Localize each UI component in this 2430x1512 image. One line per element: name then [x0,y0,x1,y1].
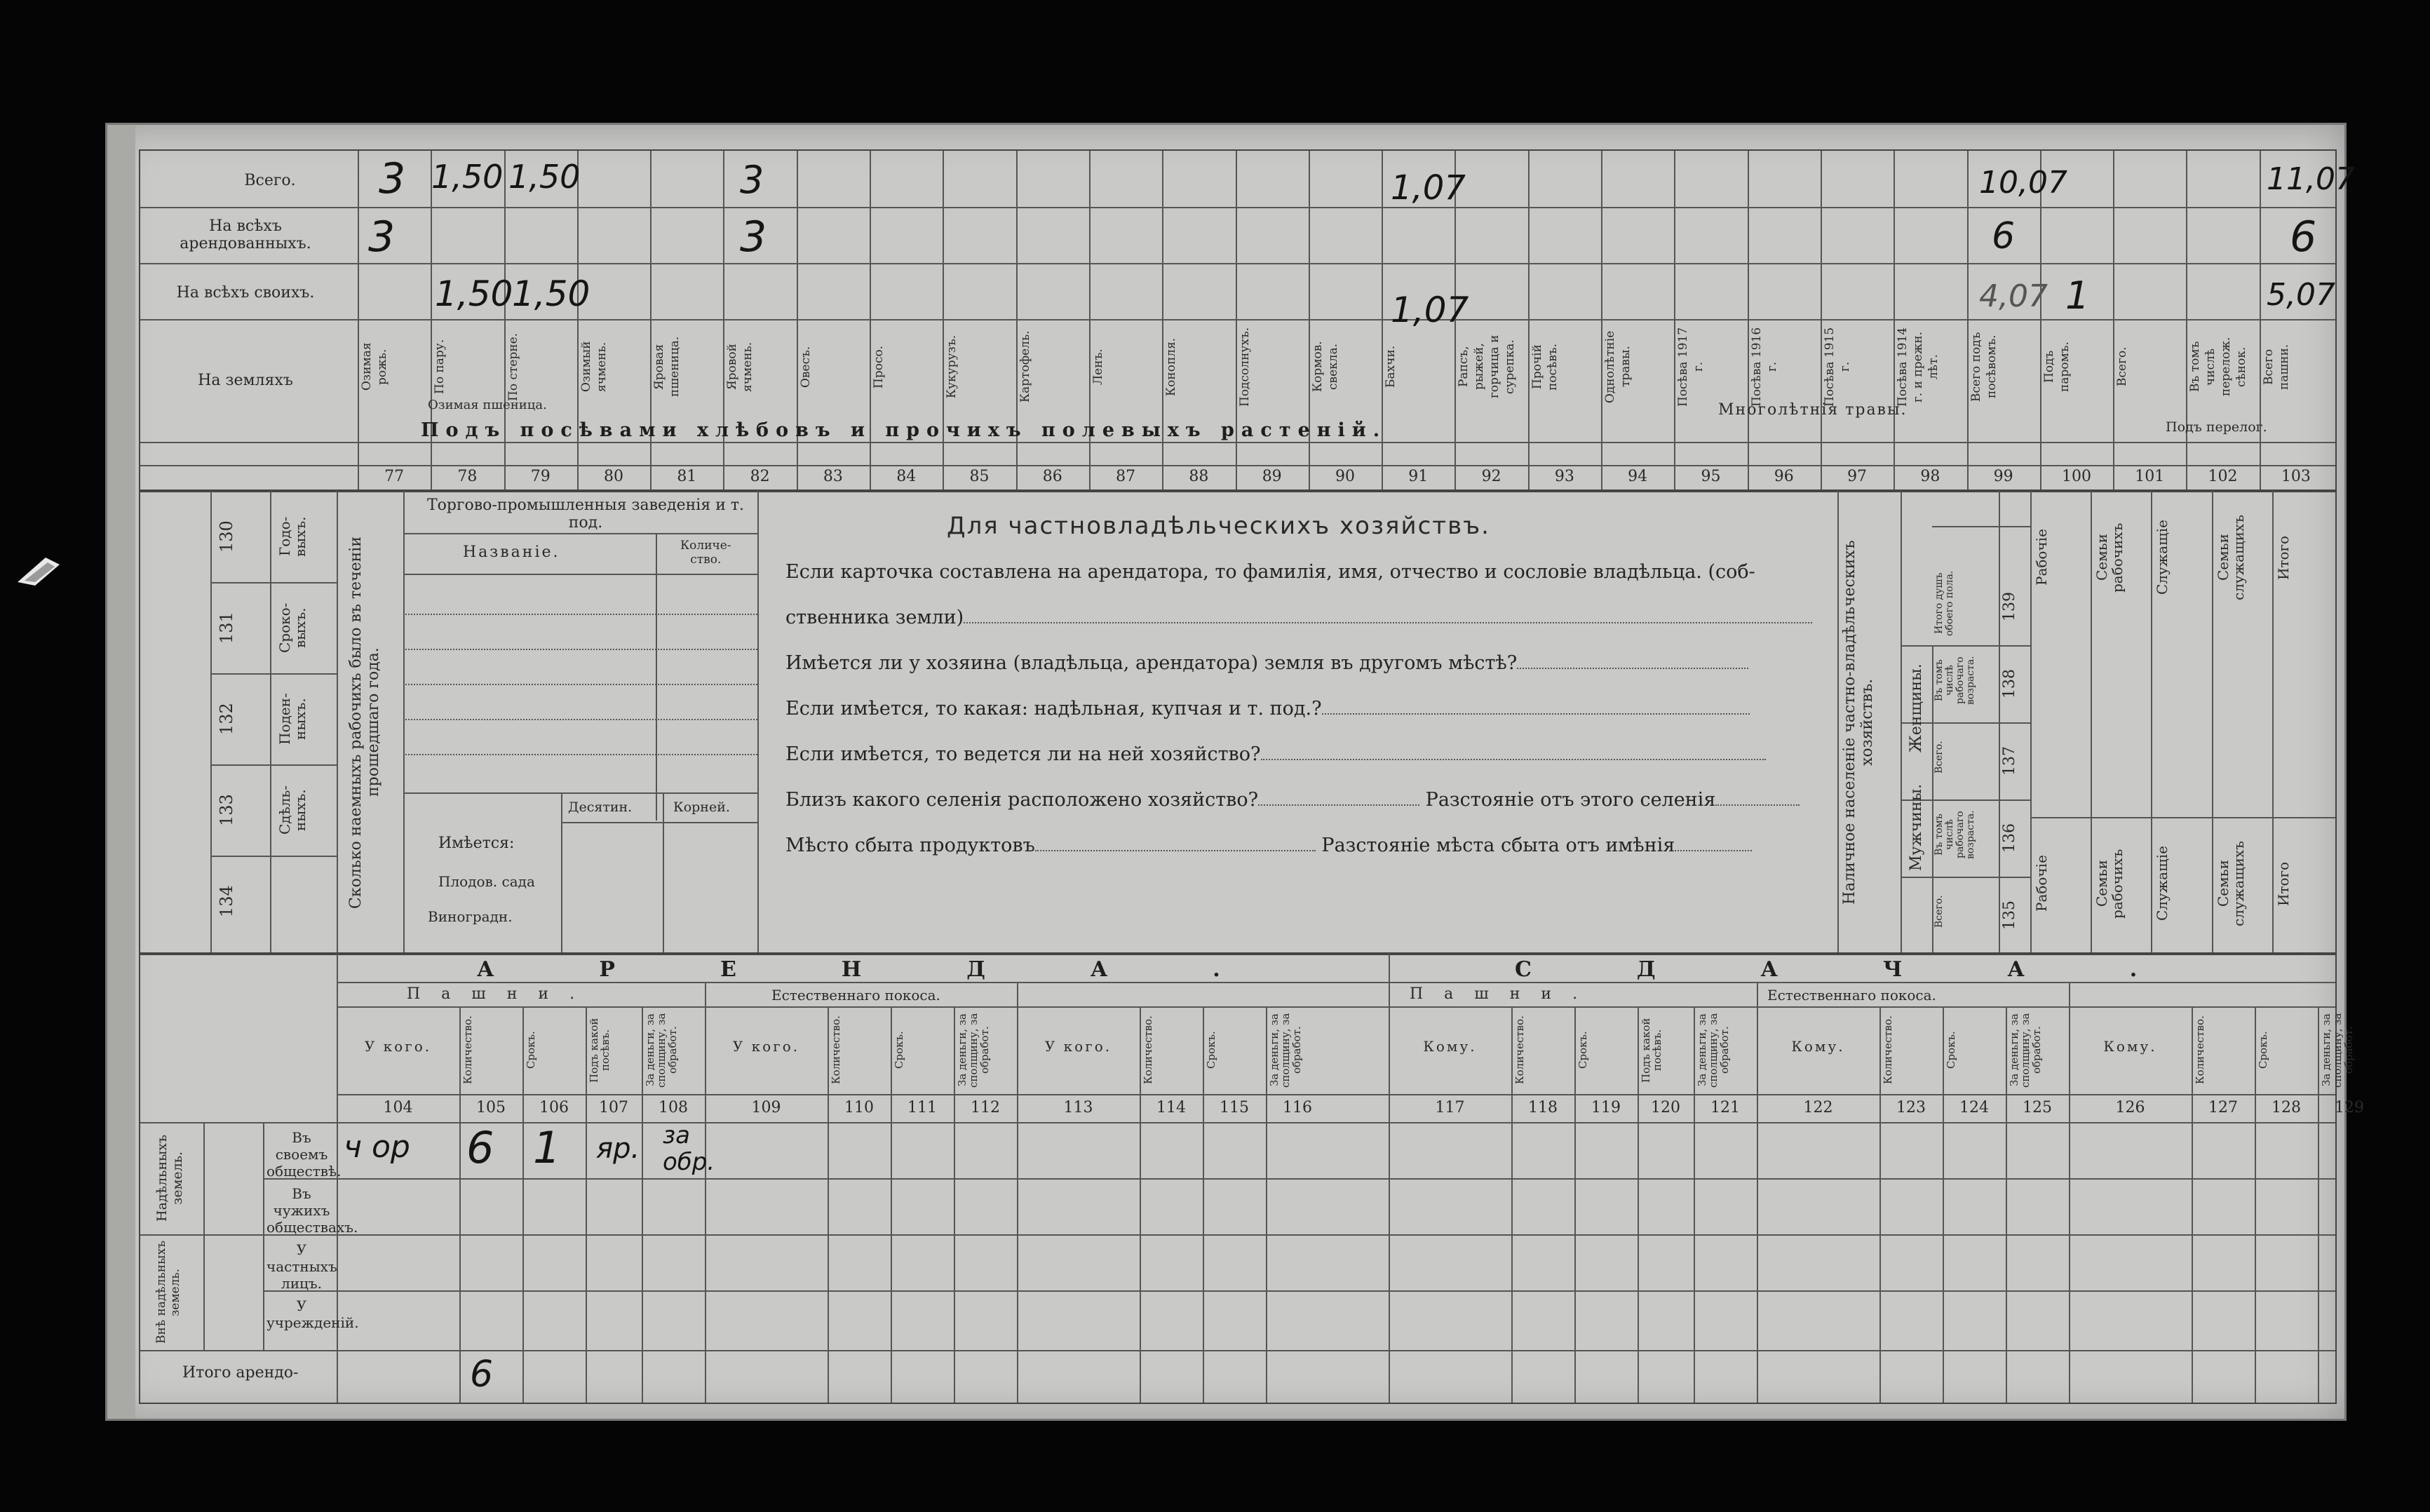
staff-col-header: Итого [2274,535,2292,580]
crop-col-number: 94 [1628,468,1648,485]
lease-table [139,952,2364,1404]
hired-col-label: Сдѣль- ныхъ. [276,785,309,835]
row-other-society: Въ чужихъ обществахъ. [266,1185,358,1236]
population-col-label: Въ томъ числѣ рабочаго возраста. [1933,810,1976,859]
crop-col-header: Однолѣтніе травы. [1603,330,1633,403]
population-col-label: Въ томъ числѣ рабочаго возраста. [1933,656,1976,705]
population-col-label: Всего. [1933,895,1945,929]
hired-col-label: Сроко- выхъ. [276,602,309,653]
staff-col-header: Рабочіе [2033,855,2050,912]
population-col-number: 136 [2001,823,2018,853]
crop-col-number: 89 [1262,468,1282,485]
crop-col-header: По пару. [433,339,447,395]
hired-col-number: 130 [217,520,236,553]
lease-col-number: 121 [1710,1099,1740,1116]
hired-col-label [277,863,330,940]
lease-col-number: 117 [1435,1099,1465,1116]
page-pointer-icon [14,554,63,589]
staff-col-header: Семьи рабочихъ [2093,849,2126,919]
crop-col-number: 81 [677,468,697,485]
lease-col-header: Количество. [830,1015,842,1085]
lease-col-header: За деньги, за сполщину, за обработ. [2320,1013,2355,1088]
hw-lease-qty: 6 [466,1122,494,1173]
men-label: Мужчины. [1908,783,1925,872]
crops-table [139,149,2355,492]
staff-col-header: Служащіе [2154,846,2171,922]
hw-total-c79: 1,50 [508,158,581,196]
crop-col-header: Подъ паромъ. [2041,341,2072,393]
lease-col-number: 116 [1283,1099,1312,1116]
hw-lease-term: 1 [533,1122,561,1173]
crop-col-header: Бахчи. [1384,345,1398,389]
crop-col-header: По стерне. [506,332,520,401]
q-owner-line1: Если карточка составлена на арендатора, то фамилія, имя, отчество и сословіе владѣльца. (соб- [785,561,1755,583]
lease-col-header: Срокъ. [1945,1031,1957,1069]
crop-col-header: Кормов. свекла. [1310,341,1340,393]
lease-col-header: За деньги, за сполщину, за обработ. [956,1013,991,1088]
lease-col-number: 127 [2208,1099,2238,1116]
lease-col-number: 129 [2335,1099,2364,1116]
row-private: У частныхъ лицъ. [266,1241,337,1292]
lease-col-header: Подъ какой посѣвъ. [588,1018,612,1083]
q-distance-market: Разстояніе мѣста сбыта отъ имѣнія [1321,835,1675,856]
q-land-kind: Если имѣется, то какая: надѣльная, купчая и т. под.? [785,698,1322,720]
crop-col-number: 96 [1774,468,1794,485]
hired-col-number: 131 [217,612,236,644]
hw-lease-who: ч ор [344,1129,410,1165]
q-distance-village: Разстояніе отъ этого селенія [1425,789,1716,811]
staff-col-header: Семьи служащихъ [2214,841,2247,926]
sdacha-pokos: Естественнаго покоса. [1767,987,1936,1004]
lease-col-header: Срокъ. [525,1031,537,1069]
hired-col-label: Годо- выхъ. [276,516,309,557]
crop-col-number: 91 [1408,468,1429,485]
row-label-own: На всѣхъ своихъ. [176,284,315,302]
crop-col-header: Посѣва 1917 г. [1676,327,1706,407]
crop-col-header: Прочій посѣвъ. [1530,343,1560,391]
lease-col-header: Срокъ. [893,1031,905,1069]
lease-col-header: Подъ какой посѣвъ. [1640,1018,1663,1083]
hw-own-c91: 1,07 [1391,290,1469,330]
hw-rented-c99: 6 [1992,215,2016,257]
lease-col-header: За деньги, за сполщину, за обработ. [644,1013,679,1088]
q-market: Мѣсто сбыта продуктовъ [785,835,1035,856]
row-label-lands: На земляхъ [198,372,293,389]
crop-col-number: 77 [384,468,405,485]
q-farming: Если имѣется, то ведется ли на ней хозяйство? [785,743,1261,765]
hired-col-number: 134 [217,885,236,917]
lease-col-header: У кого. [364,1038,432,1055]
crop-col-header: Въ томъ числѣ перелож. сѣнок. [2188,337,2249,397]
crop-col-header: Посѣва 1916 г. [1749,327,1779,407]
crop-col-header: Яровой ячмень. [725,342,755,392]
lease-col-header: Количество. [1142,1015,1154,1085]
row-institutions: У учрежденій. [266,1297,359,1331]
row-label-total: Всего. [244,172,296,189]
has-label: Имѣется: [438,835,515,852]
orchard-label: Плодов. сада [438,873,535,890]
lease-col-number: 128 [2272,1099,2301,1116]
crop-col-header: Рапсъ, рыжей, горчица и сурепка. [1457,335,1518,399]
crop-col-number: 102 [2208,468,2238,485]
hw-own-c103: 5,07 [2267,277,2335,313]
vineyard-label: Виноградн. [428,908,513,925]
crop-col-number: 85 [969,468,990,485]
crop-col-header: Посѣва 1914 г. и прежн. лѣт. [1896,327,1941,407]
lease-col-number: 118 [1528,1099,1558,1116]
crop-col-number: 90 [1335,468,1355,485]
lease-col-number: 110 [844,1099,874,1116]
q-near-village: Близъ какого селенія расположено хозяйство? [785,789,1259,811]
hw-total-c78: 1,50 [431,158,504,196]
crop-col-header: Всего. [2115,346,2130,387]
lease-col-number: 125 [2023,1099,2052,1116]
population-col-label: Всего. [1933,741,1945,774]
lease-col-header: Срокъ. [1577,1031,1589,1069]
hired-col-number: 132 [217,703,236,735]
hw-total-c91: 1,07 [1391,168,1466,208]
row-own-society: Въ своемъ обществѣ. [266,1129,342,1180]
crop-col-number: 97 [1847,468,1868,485]
crop-col-header: Овесъ. [798,346,813,388]
population-col-number: 135 [2001,900,2018,930]
hw-lease-pay: за обр. [663,1121,715,1176]
crop-col-number: 93 [1554,468,1574,485]
crop-col-number: 84 [896,468,917,485]
trade-qty-header: Количе- ство. [680,539,731,567]
hw-lease-total-qty: 6 [470,1354,494,1396]
lease-col-number: 124 [1959,1099,1989,1116]
private-title: Для частновладѣльческихъ хозяйствъ. [947,512,1490,540]
crop-col-number: 92 [1481,468,1501,485]
lease-col-number: 108 [659,1099,688,1116]
crop-col-number: 83 [823,468,843,485]
desyat-header: Десятин. [568,799,633,815]
crop-col-header: Картофель. [1018,330,1032,403]
hw-total-c77: 3 [379,154,406,203]
population-col-label: Итого душъ обоего пола. [1933,570,1955,636]
lease-col-header: У кого. [1044,1038,1112,1055]
staff-col-header: Семьи служащихъ [2214,515,2247,600]
lease-col-header: Количество. [1882,1015,1894,1085]
crop-col-number: 80 [604,468,624,485]
sdacha-title: СДАЧА. [1515,957,2243,982]
crop-col-header: Просо. [872,345,886,389]
crop-col-header: Подсолнухъ. [1237,327,1252,407]
lease-col-number: 113 [1063,1099,1093,1116]
crop-col-number: 78 [457,468,478,485]
lease-col-number: 122 [1803,1099,1833,1116]
roots-header: Корней. [673,799,730,815]
lease-col-header: Количество. [2194,1015,2206,1085]
lease-col-header: Кому. [1423,1038,1477,1055]
hw-own-c79: 1,50 [512,274,590,314]
crop-col-header: Всего пашни. [2261,344,2291,390]
crop-col-number: 88 [1189,468,1209,485]
population-col-number: 137 [2001,746,2018,776]
crop-col-number: 103 [2281,468,2311,485]
staff-col-header: Рабочіе [2033,529,2050,586]
crop-col-number: 79 [530,468,551,485]
lease-col-header: У кого. [732,1038,800,1055]
sdacha-pashni: Пашни. [1410,985,1599,1003]
lease-col-header: Срокъ. [1205,1031,1217,1069]
lease-col-number: 107 [599,1099,628,1116]
winter-wheat-label: Озимая пшеница. [428,398,547,412]
population-col-number: 139 [2001,592,2018,621]
staff-col-header: Итого [2274,861,2292,906]
lease-col-number: 109 [751,1099,781,1116]
under-sowing-label: Подъ посѣвами хлѣбовъ и прочихъ полевыхъ растеній. [421,419,1387,441]
hw-own-c78: 1,50 [435,274,513,314]
crop-col-header: Всего подъ посѣвомъ. [1969,332,1999,402]
crop-col-number: 100 [2061,468,2091,485]
lease-col-header: За деньги, за сполщину, за обработ. [2008,1013,2043,1088]
lease-col-header: За деньги, за сполщину, за обработ. [1696,1013,1731,1088]
lease-col-header: Количество. [1513,1015,1526,1085]
lease-col-number: 114 [1156,1099,1186,1116]
trade-name-header: Названіе. [463,544,560,561]
crop-col-number: 95 [1701,468,1721,485]
lease-col-number: 123 [1896,1099,1926,1116]
crop-col-header: Конопля. [1164,337,1179,396]
hw-total-c103: 11,07 [2267,161,2355,197]
trade-title: Торгово-промышленныя заведенія и т. под. [426,497,745,532]
crop-col-number: 82 [750,468,770,485]
q-owner-line2: ственника земли) [785,607,964,628]
lease-col-header: Срокъ. [2257,1031,2269,1069]
row-label-rented: На всѣхъ арендованныхъ. [180,217,311,252]
perennial-label: Многолѣтнія травы. [1718,401,1908,419]
lease-col-number: 120 [1651,1099,1680,1116]
census-card [105,123,2364,1421]
lease-col-header: Количество. [461,1015,474,1085]
row-group-non-allotment: Внѣ надѣльныхъ земель. [154,1241,182,1344]
hw-rented-c77: 3 [368,212,396,262]
q-other-land: Имѣется ли у хозяина (владѣльца, арендатора) земля въ другомъ мѣстѣ? [785,652,1518,674]
hired-workers-label: Сколько наемныхъ рабочихъ было въ теченіи прошедшаго года. [347,536,382,909]
staff-col-header: Служащіе [2154,520,2171,595]
hired-col-label: Поден- ныхъ. [276,693,309,745]
lease-col-header: За деньги, за сполщину, за обработ. [1268,1013,1303,1088]
row-total-lease: Итого арендо- [182,1364,299,1382]
population-title: Наличное населеніе частно-владѣльческихъ хозяйствъ. [1841,540,1876,905]
lease-col-header: Кому. [1791,1038,1845,1055]
hired-col-number: 133 [217,794,236,826]
lease-col-number: 106 [539,1099,569,1116]
lease-col-number: 112 [971,1099,1000,1116]
lease-col-number: 115 [1220,1099,1249,1116]
arenda-pashni: Пашни. [407,985,596,1003]
hw-lease-crop: яр. [596,1133,640,1165]
crop-col-number: 86 [1042,468,1062,485]
lease-col-number: 104 [383,1099,413,1116]
crop-col-number: 87 [1116,468,1136,485]
hw-own-c99: 4,07 [1979,278,2048,314]
women-label: Женщины. [1908,663,1925,753]
arenda-pokos: Естественнаго покоса. [771,987,940,1004]
middle-section [139,490,2337,955]
fallow-label: Подъ перелог. [2166,419,2267,435]
crop-col-header: Озимая рожь. [360,342,389,391]
crop-col-header: Кукурузъ. [945,335,959,399]
lease-col-number: 126 [2115,1099,2145,1116]
hw-rented-c82: 3 [740,212,767,262]
lease-col-number: 119 [1591,1099,1621,1116]
hw-total-c99: 10,07 [1979,165,2067,201]
crop-col-header: Яровая пшеница. [652,336,682,398]
arenda-title: АРЕНДА. [477,957,1325,982]
crop-col-header: Озимый ячмень. [579,341,609,393]
lease-col-number: 111 [907,1099,937,1116]
crop-col-number: 101 [2135,468,2165,485]
row-group-allotment: Надѣльныхъ земель. [154,1134,185,1222]
hw-own-c100: 1 [2065,274,2090,318]
population-col-number: 138 [2001,669,2018,698]
crop-col-number: 98 [1920,468,1940,485]
lease-col-number: 105 [476,1099,506,1116]
crop-col-number: 99 [1993,468,2013,485]
crop-col-header: Ленъ. [1091,349,1105,385]
hw-rented-c103: 6 [2290,212,2317,262]
hw-total-c82: 3 [740,158,764,202]
crop-col-header: Посѣва 1915 г. [1822,327,1852,407]
lease-col-header: Кому. [2103,1038,2157,1055]
staff-col-header: Семьи рабочихъ [2093,522,2126,593]
